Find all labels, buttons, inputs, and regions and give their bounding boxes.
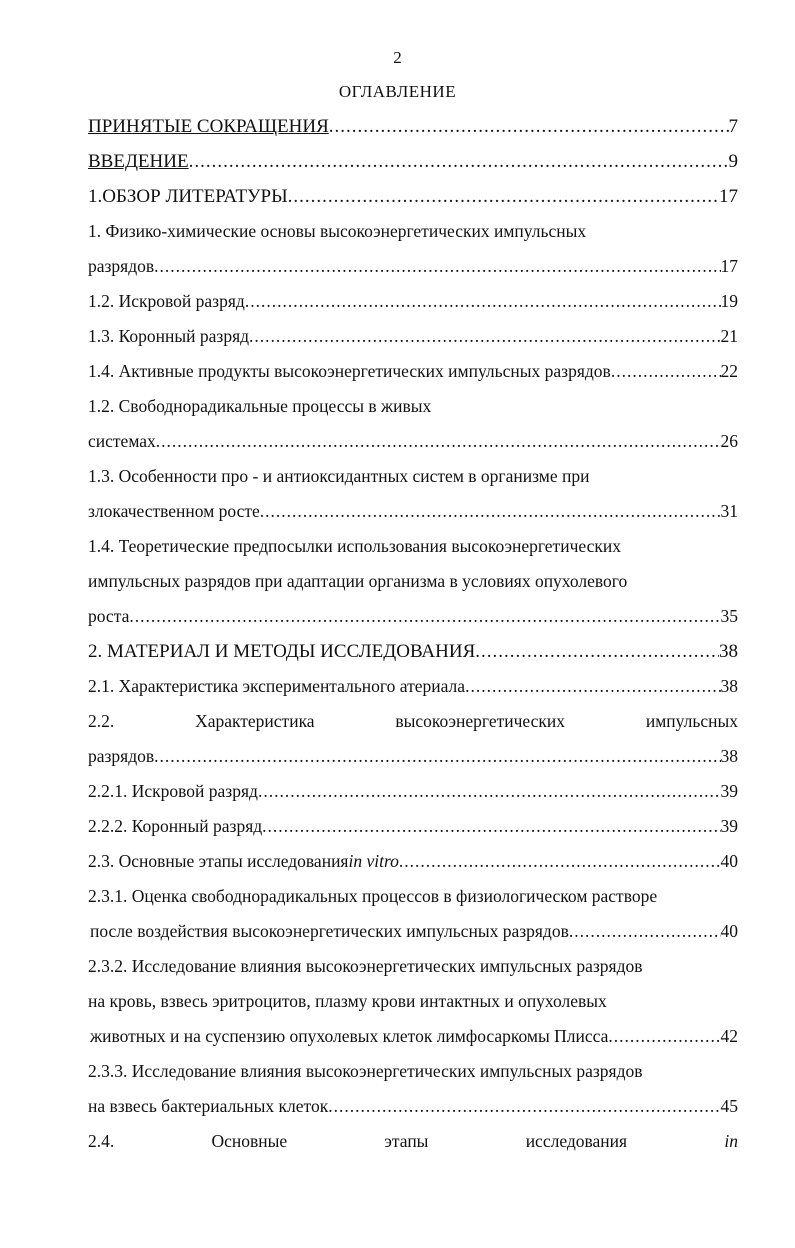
toc-entry (88, 956, 738, 991)
toc-entry (88, 361, 738, 396)
toc-entry-text: 2.2.1. Искровой разряд (88, 781, 258, 801)
toc-entry (88, 606, 738, 641)
toc-entry-page: 22 (720, 361, 738, 381)
toc-entry (88, 431, 738, 466)
table-of-contents (88, 116, 738, 1166)
toc-entry-text: на кровь, взвесь эритроцитов, плазму крови интактных и опухолевых (88, 991, 607, 1011)
toc-entry-page: 17 (720, 256, 738, 276)
toc-entry (88, 1131, 738, 1166)
toc-entry (88, 186, 738, 221)
toc-entry-text: импульсных разрядов при адаптации организма в условиях опухолевого (88, 571, 628, 591)
toc-entry (88, 676, 738, 711)
toc-entry (88, 1096, 738, 1131)
toc-entry-page: 39 (720, 781, 738, 801)
toc-entry-text: 2.3. Основные этапы исследования (88, 851, 349, 871)
toc-entry (88, 1061, 738, 1096)
toc-entry (88, 711, 738, 746)
toc-entry (88, 221, 738, 256)
toc-entry (88, 851, 738, 886)
toc-entry-page: 40 (720, 921, 738, 941)
toc-entry (88, 886, 738, 921)
toc-title: ОГЛАВЛЕНИЕ (338, 82, 457, 101)
toc-entry-page: 7 (728, 116, 738, 137)
toc-word: исследования (525, 1131, 628, 1151)
toc-entry-text: животных и на суспензию опухолевых клеток лимфосаркомы Плисса (90, 1026, 609, 1046)
toc-entry-text: 1.4. Теоретические предпосылки использования высокоэнергетических (88, 536, 621, 556)
toc-entry-text: 1.3. Коронный разряд (88, 326, 250, 346)
toc-entry-page: 35 (720, 606, 738, 626)
toc-entry (88, 536, 738, 571)
toc-entry (88, 921, 738, 956)
toc-entry-text: 1.2. Свободнорадикальные процессы в живых (88, 396, 432, 416)
toc-entry (88, 641, 738, 676)
toc-entry-page: 21 (720, 326, 738, 346)
toc-entry-page: 39 (720, 816, 738, 836)
toc-entry (88, 256, 738, 291)
toc-entry-text: 1. Физико-химические основы высокоэнергетических импульсных (88, 221, 587, 241)
toc-entry (88, 991, 738, 1026)
toc-word: in (724, 1131, 738, 1151)
toc-entry-page: 31 (720, 501, 738, 521)
toc-entry-page: 40 (720, 851, 738, 871)
toc-entry-page: 38 (720, 746, 738, 766)
toc-entry-text: 2. МАТЕРИАЛ И МЕТОДЫ ИССЛЕДОВАНИЯ (88, 641, 476, 662)
toc-entry-page: 38 (720, 676, 738, 696)
toc-entry-text: 2.3.2. Исследование влияния высокоэнергетических импульсных разрядов (88, 956, 643, 976)
toc-entry-page: 26 (720, 431, 738, 451)
toc-entry-text: на взвесь бактериальных клеток (88, 1096, 329, 1116)
toc-entry-text: после воздействия высокоэнергетических импульсных разрядов (90, 921, 569, 941)
toc-entry-text: 2.2.2. Коронный разряд (88, 816, 263, 836)
toc-entry-text: роста (88, 606, 130, 626)
toc-entry (88, 1026, 738, 1061)
toc-word: этапы (384, 1131, 429, 1151)
toc-entry-text: разрядов (88, 256, 155, 276)
toc-entry (88, 291, 738, 326)
toc-entry-text: 1.ОБЗОР ЛИТЕРАТУРЫ (88, 186, 288, 207)
toc-entry-text: ВВЕДЕНИЕ (88, 151, 189, 172)
toc-entry (88, 501, 738, 536)
toc-entry-page: 45 (720, 1096, 738, 1116)
toc-word: импульсных (645, 711, 738, 731)
toc-entry-text: злокачественном росте (88, 501, 260, 521)
toc-entry (88, 816, 738, 851)
toc-entry-page: 17 (719, 186, 738, 207)
toc-entry-text: разрядов (88, 746, 155, 766)
toc-entry (88, 116, 738, 151)
toc-entry-text: 2.3.3. Исследование влияния высокоэнергетических импульсных разрядов (88, 1061, 643, 1081)
toc-word: 2.4. (88, 1131, 115, 1151)
toc-word: Характеристика (195, 711, 315, 731)
toc-word: высокоэнергетических (395, 711, 566, 731)
toc-entry-text: 2.1. Характеристика экспериментального атериала (88, 676, 466, 696)
toc-entry (88, 466, 738, 501)
toc-word: 2.2. (88, 711, 115, 731)
toc-entry (88, 396, 738, 431)
toc-entry (88, 151, 738, 186)
toc-entry-text: 1.3. Особенности про - и антиоксидантных систем в организме при (88, 466, 590, 486)
toc-entry-text: 2.3.1. Оценка свободнорадикальных процессов в физиологическом растворе (88, 886, 658, 906)
toc-entry-page: 19 (720, 291, 738, 311)
toc-entry-page: 42 (720, 1026, 738, 1046)
toc-entry (88, 571, 738, 606)
page-number: 2 (393, 48, 402, 67)
toc-entry-text: 1.2. Искровой разряд (88, 291, 245, 311)
toc-entry (88, 781, 738, 816)
toc-word: Основные (211, 1131, 288, 1151)
toc-entry-italic: in vitro (348, 851, 399, 871)
toc-entry-page: 9 (728, 151, 738, 172)
toc-entry (88, 746, 738, 781)
toc-entry-text: ПРИНЯТЫЕ СОКРАЩЕНИЯ (88, 116, 329, 137)
toc-entry-text: 1.4. Активные продукты высокоэнергетических импульсных разрядов (88, 361, 611, 381)
toc-entry-text: системах (88, 431, 156, 451)
toc-entry (88, 326, 738, 361)
toc-entry-page: 38 (719, 641, 738, 662)
